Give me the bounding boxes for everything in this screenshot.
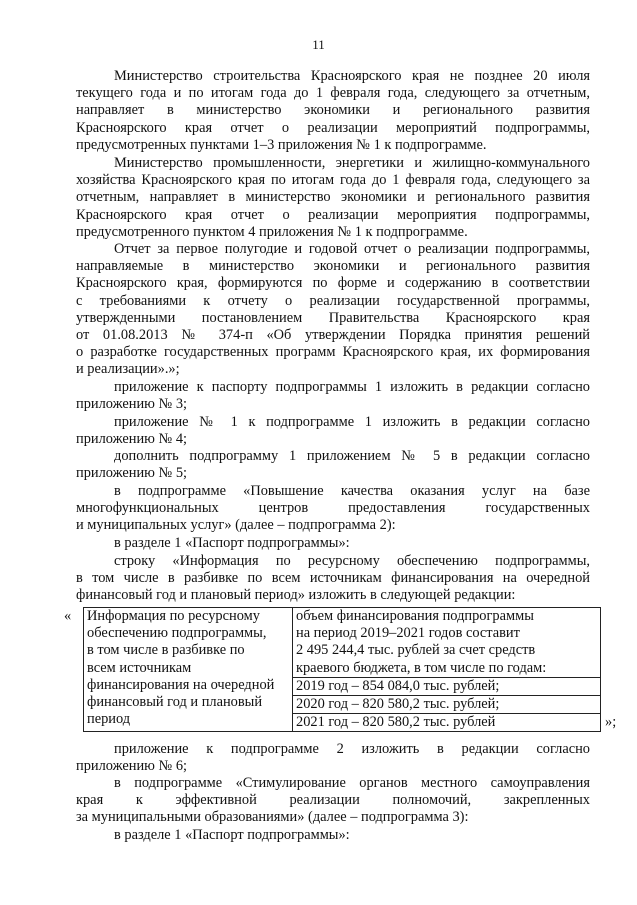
text-line: приложение к паспорту подпрограммы 1 изложить в редакции согласно	[114, 379, 590, 395]
quote-open: «	[64, 608, 72, 624]
text-line: направляемые в министерство экономики и регионального развития	[76, 258, 590, 275]
text-line: приложение № 1 к подпрограмме 1 изложить в редакции согласно	[114, 414, 590, 430]
paragraph-appendix-6	[76, 741, 590, 775]
text-line: приложению № 4;	[76, 431, 188, 448]
text-line: дополнить подпрограмму 1 приложением № 5 в редакции согласно	[114, 448, 590, 464]
text-line: финансовый год и плановый период» изложить в следующей редакции:	[76, 587, 516, 604]
cell-line: 2 495 244,4 тыс. рублей за счет средств	[296, 642, 536, 659]
text-line: многофункциональных центров предоставления государственных	[76, 500, 590, 517]
text-line: приложению № 6;	[76, 758, 188, 775]
text-line: и реализации».»;	[76, 361, 180, 378]
cell-line: период	[87, 711, 131, 728]
paragraph-section-1-sub3	[76, 827, 590, 844]
text-line: направляет в министерство экономики и регионального развития	[76, 102, 590, 119]
text-line: Министерство строительства Красноярского края не позднее 20 июля	[114, 68, 590, 84]
text-line: в том числе в разбивке по всем источникам финансирования на очередной	[76, 570, 590, 587]
table-cell-value	[293, 608, 601, 732]
text-line: утвержденными постановлением Правительства Красноярского края	[76, 309, 590, 326]
cell-line: финансирования на очередной	[87, 676, 275, 693]
text-line: от 01.08.2013 № 374-п «Об утверждении Порядка принятия решений	[76, 327, 590, 344]
passport-table	[83, 607, 601, 732]
text-line: текущего года и по итогам года до 1 февраля года, следующего за отчетным,	[76, 85, 590, 102]
cell-line: 2019 год – 854 084,0 тыс. рублей;	[293, 677, 600, 695]
cell-line: краевого бюджета, в том числе по годам:	[296, 659, 547, 676]
cell-line: финансовый год и плановый	[87, 694, 263, 711]
text-line: Отчет за первое полугодие и годовой отчет о реализации подпрограммы,	[114, 241, 590, 257]
text-line: предусмотренных пунктами 1–3 приложения № 1 к подпрограмме.	[76, 136, 487, 153]
paragraph-subprogram-2	[76, 483, 590, 535]
paragraph-industry-ministry	[76, 155, 590, 241]
text-line: хозяйства Красноярского края по итогам года до 1 февраля года, следующего за	[76, 172, 590, 189]
cell-line: 2021 год – 820 580,2 тыс. рублей	[293, 713, 600, 731]
quote-close: »;	[605, 714, 617, 730]
text-line: предусмотренного пунктом 4 приложения № 1 к подпрограмме.	[76, 223, 468, 240]
text-line: приложению № 5;	[76, 465, 188, 482]
paragraph-appendix-5	[76, 448, 590, 482]
text-line: Министерство промышленности, энергетики и жилищно-коммунального	[114, 155, 590, 171]
cell-line: объем финансирования подпрограммы	[296, 608, 534, 624]
text-line: в разделе 1 «Паспорт подпрограммы»:	[114, 535, 350, 551]
text-line: приложение к подпрограмме 2 изложить в редакции согласно	[114, 741, 590, 757]
table-cell-label	[84, 608, 293, 732]
text-line: Красноярского края отчет о реализации мероприятия подпрограммы,	[76, 206, 590, 223]
text-line: о разработке государственных программ Красноярского края, их формирования	[76, 344, 590, 361]
text-line: отчетным, направляет в министерство экономики и регионального развития	[76, 189, 590, 206]
cell-line: всем источникам	[87, 659, 192, 676]
text-line: в разделе 1 «Паспорт подпрограммы»:	[114, 827, 350, 843]
paragraph-section-1	[76, 535, 590, 552]
text-line: приложению № 3;	[76, 396, 188, 413]
paragraph-report	[76, 241, 590, 379]
cell-line: 2020 год – 820 580,2 тыс. рублей;	[293, 695, 600, 713]
cell-line: обеспечению подпрограммы,	[87, 625, 267, 642]
text-line: и муниципальных услуг» (далее – подпрограмма 2):	[76, 517, 396, 534]
page-number: 11	[312, 37, 325, 52]
paragraph-appendix-4	[76, 414, 590, 448]
paragraph-construction-ministry	[76, 68, 590, 154]
text-line: строку «Информация по ресурсному обеспечению подпрограммы,	[114, 553, 590, 569]
text-line: Красноярского края, формируются по форме и содержанию в соответствии	[76, 275, 590, 292]
paragraph-resource-row	[76, 553, 590, 605]
text-line: края к эффективной реализации полномочий, закрепленных	[76, 792, 590, 809]
table-row	[84, 608, 601, 732]
cell-line: Информация по ресурсному	[87, 608, 260, 624]
cell-line: в том числе в разбивке по	[87, 642, 245, 659]
text-line: Красноярского края отчет о реализации мероприятий подпрограммы,	[76, 119, 590, 136]
text-line: в подпрограмме «Стимулирование органов местного самоуправления	[114, 775, 590, 791]
text-line: в подпрограмме «Повышение качества оказания услуг на базе	[114, 483, 590, 499]
text-line: с требованиями к отчету о реализации государственной программы,	[76, 292, 590, 309]
text-line: за муниципальными образованиями» (далее – подпрограмма 3):	[76, 809, 469, 826]
paragraph-subprogram-3	[76, 775, 590, 827]
paragraph-appendix-3	[76, 379, 590, 413]
cell-line: на период 2019–2021 годов составит	[296, 625, 520, 642]
